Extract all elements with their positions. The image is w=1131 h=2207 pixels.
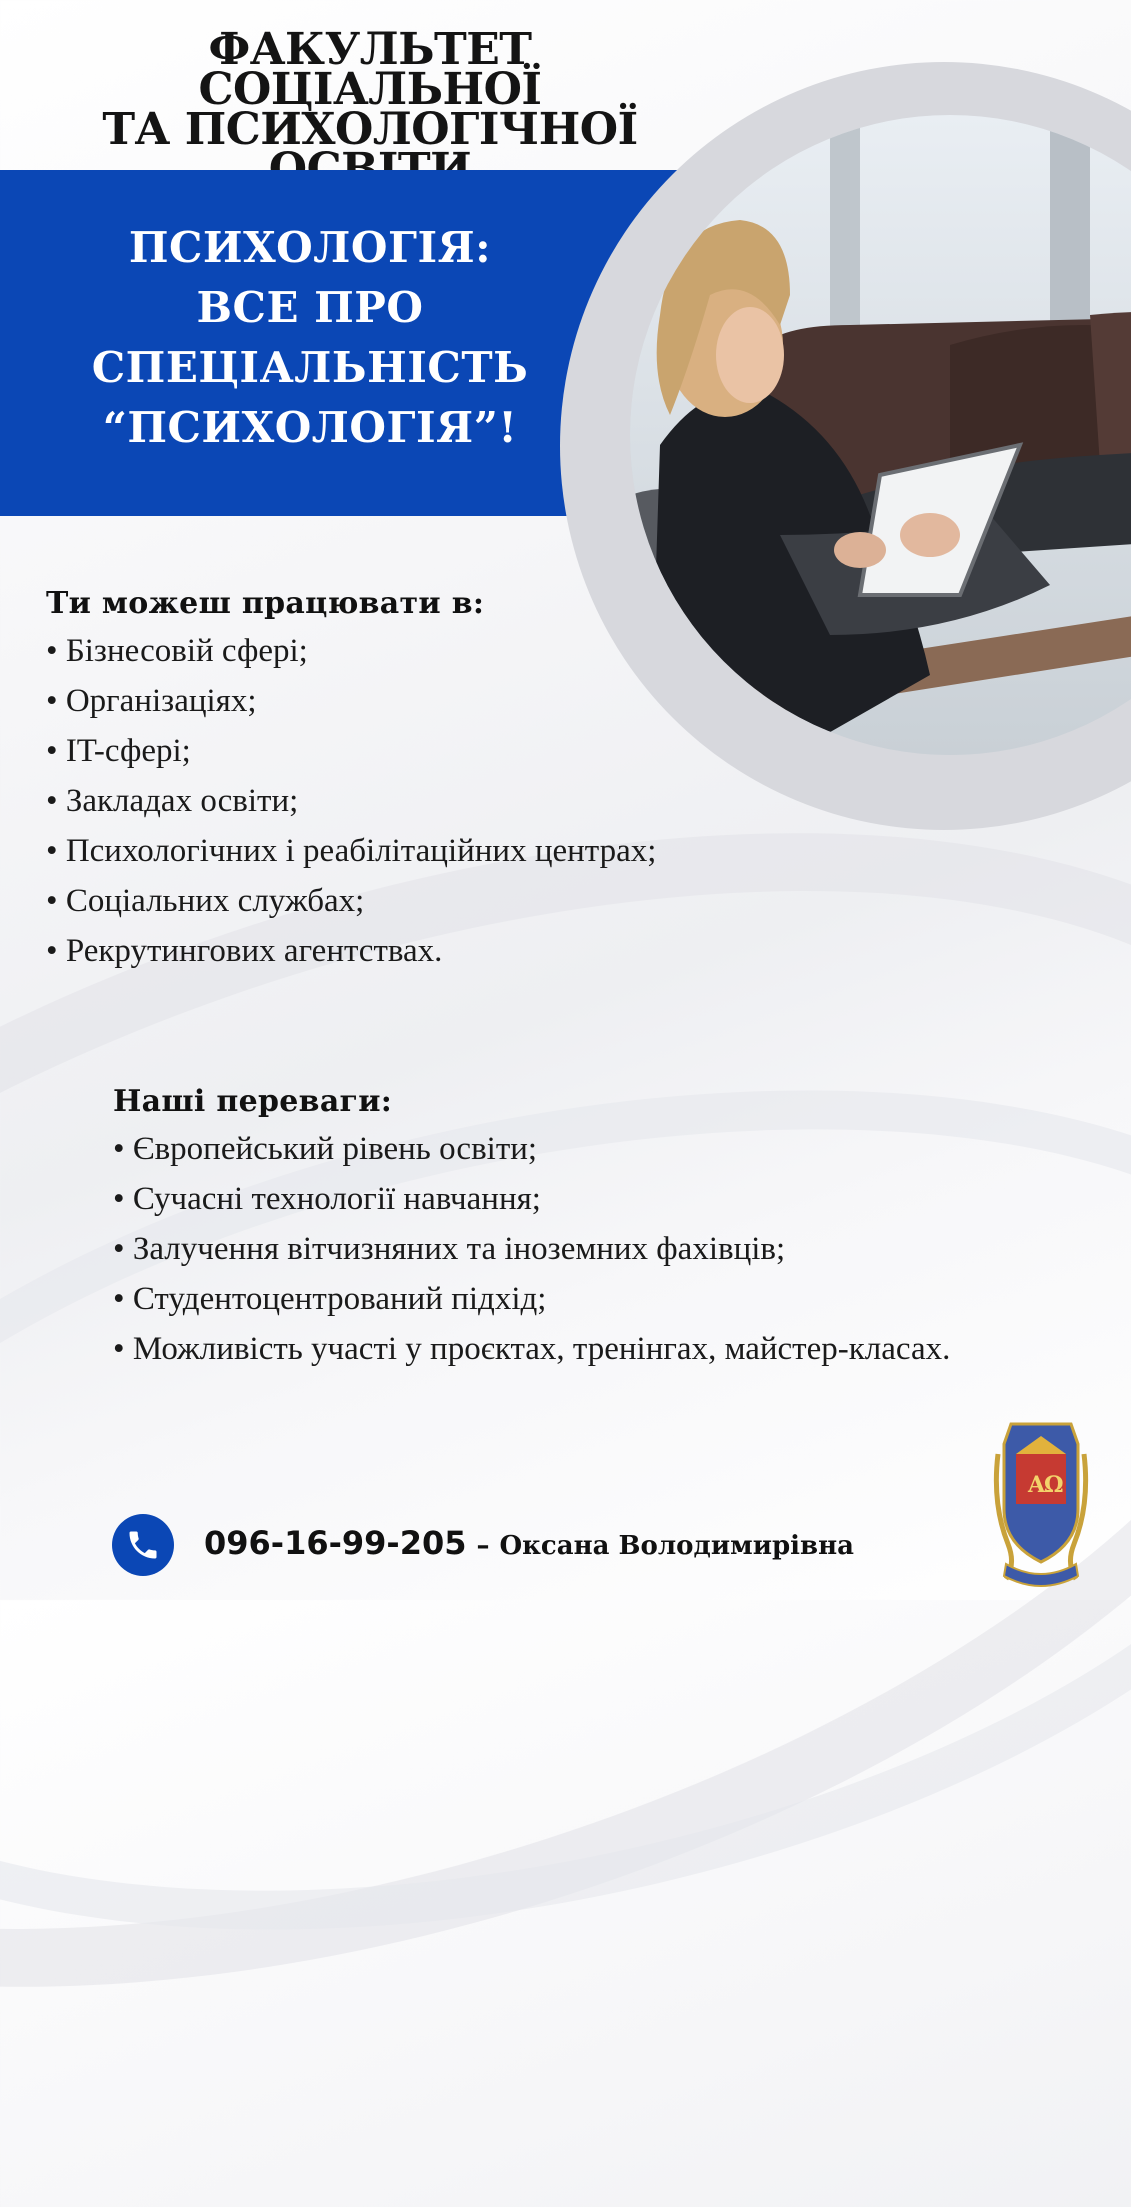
university-emblem-icon (986, 1414, 1096, 1594)
advantages-heading: Наші переваги: (113, 1084, 393, 1119)
headline-line: “ПСИХОЛОГІЯ”! (102, 403, 518, 452)
headline-line: ПСИХОЛОГІЯ: (128, 223, 492, 272)
headline-line: ВСЕ ПРО (196, 283, 424, 332)
phone-icon[interactable] (112, 1514, 174, 1576)
list-item: • Залучення вітчизняних та іноземних фахівців; (113, 1224, 1013, 1274)
contact-line (204, 1524, 854, 1562)
faculty-title-line: ТА ПСИХОЛОГІЧНОЇ (102, 104, 638, 155)
list-item: • Соціальних службах; (46, 876, 656, 926)
work-heading: Ти можеш працювати в: (46, 586, 485, 621)
contact-separator: – (476, 1531, 490, 1561)
list-item: • Бізнесовій сфері; (46, 626, 656, 676)
background-sweep (0, 954, 1131, 2066)
contact-name: Оксана Володимирівна (499, 1531, 855, 1561)
list-item: • Сучасні технології навчання; (113, 1174, 1013, 1224)
phone-number[interactable]: 096-16-99-205 (204, 1524, 467, 1562)
list-item: • Психологічних і реабілітаційних центрах; (46, 826, 656, 876)
list-item: • Європейський рівень освіти; (113, 1124, 1013, 1174)
list-item: • Студентоцентрований підхід; (113, 1274, 1013, 1324)
list-item: • Рекрутингових агентствах. (46, 926, 656, 976)
list-item: • Можливість участі у проєктах, тренінгах, майстер-класах. (113, 1324, 1013, 1374)
advantages-list (113, 1124, 1013, 1374)
headline (60, 218, 560, 458)
svg-text:A: A (1028, 1472, 1046, 1498)
faculty-title-line: ФАКУЛЬТЕТ СОЦІАЛЬНОЇ (198, 24, 542, 115)
headline-line: СПЕЦІАЛЬНІСТЬ (91, 343, 529, 392)
list-item: • Закладах освіти; (46, 776, 656, 826)
faculty-title (30, 24, 710, 190)
svg-text:Ω: Ω (1044, 1472, 1064, 1498)
work-list (46, 626, 656, 976)
list-item: • IT-сфері; (46, 726, 656, 776)
list-item: • Організаціях; (46, 676, 656, 726)
